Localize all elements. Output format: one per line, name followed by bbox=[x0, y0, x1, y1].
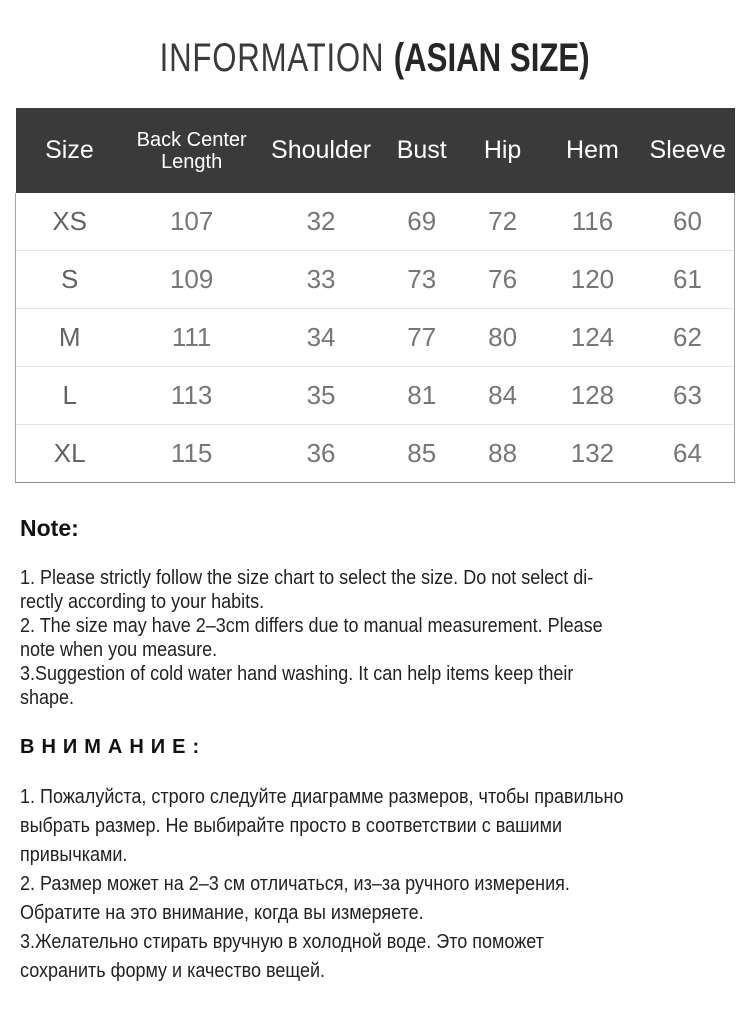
col-header-hem: Hem bbox=[544, 108, 641, 193]
cell-back-center-length: 111 bbox=[123, 309, 260, 367]
cell-shoulder: 32 bbox=[306, 206, 336, 236]
note-body-english bbox=[20, 566, 749, 710]
cell-hem: 116 bbox=[571, 206, 614, 236]
cell-bust: 73 bbox=[382, 251, 461, 309]
title-text bbox=[160, 34, 590, 82]
col-header-size: Size bbox=[16, 108, 124, 193]
note-body-russian bbox=[20, 783, 749, 986]
col-header-sleeve: Sleeve bbox=[641, 108, 735, 193]
cell-hip: 80 bbox=[461, 309, 544, 367]
page-title bbox=[0, 34, 750, 82]
cell-sleeve: 62 bbox=[641, 309, 735, 367]
cell-bust: 85 bbox=[382, 425, 461, 483]
cell-bust: 69 bbox=[407, 206, 437, 236]
cell-hem: 132 bbox=[544, 425, 641, 483]
notes-section bbox=[20, 515, 730, 986]
cell-size: L bbox=[16, 367, 124, 425]
cell-shoulder: 33 bbox=[260, 251, 382, 309]
cell-hip: 76 bbox=[461, 251, 544, 309]
table-row-xs bbox=[16, 193, 735, 251]
cell-hip: 72 bbox=[488, 206, 518, 236]
table-row-l bbox=[16, 367, 735, 425]
cell-shoulder: 35 bbox=[260, 367, 382, 425]
cell-sleeve: 64 bbox=[641, 425, 735, 483]
table-row-m bbox=[16, 309, 735, 367]
note-item-1: 1. Please strictly follow the size chart to select the size. Do not select di- rectly according to your habits. bbox=[20, 567, 594, 613]
table-row-s bbox=[16, 251, 735, 309]
cell-back-center-length: 109 bbox=[123, 251, 260, 309]
attention-item-1: 1. Пожалуйста, строго следуйте диаграмме размеров, чтобы правильно выбрать размер. Не выбирайте просто в соответствии с вашими привычками. bbox=[20, 786, 624, 866]
table-row-xl bbox=[16, 425, 735, 483]
size-chart bbox=[15, 108, 735, 483]
cell-back-center-length: 115 bbox=[123, 425, 260, 483]
cell-hem: 128 bbox=[544, 367, 641, 425]
attention-heading: ВНИМАНИЕ: bbox=[20, 736, 207, 758]
size-table bbox=[15, 108, 735, 483]
col-header-bust: Bust bbox=[382, 108, 461, 193]
header-row bbox=[16, 108, 735, 193]
size-table-header bbox=[16, 108, 735, 193]
cell-hip: 84 bbox=[461, 367, 544, 425]
cell-sleeve: 60 bbox=[641, 193, 735, 251]
note-item-2: 2. The size may have 2–3cm differs due to manual measurement. Please note when you measure. bbox=[20, 615, 603, 661]
size-table-body bbox=[16, 193, 735, 483]
cell-hip: 88 bbox=[461, 425, 544, 483]
attention-item-3: 3.Желательно стирать вручную в холодной воде. Это поможет сохранить форму и качество вещей. bbox=[20, 931, 544, 982]
cell-hem: 124 bbox=[544, 309, 641, 367]
cell-size: XL bbox=[16, 425, 124, 483]
cell-shoulder: 36 bbox=[260, 425, 382, 483]
title-information: INFORMATION bbox=[159, 36, 385, 80]
col-header-back-center-length: Back Center Length bbox=[123, 108, 260, 193]
cell-size: XS bbox=[16, 193, 124, 251]
cell-bust: 81 bbox=[382, 367, 461, 425]
cell-hem: 120 bbox=[544, 251, 641, 309]
note-item-3: 3.Suggestion of cold water hand washing. It can help items keep their shape. bbox=[20, 663, 574, 709]
cell-sleeve: 63 bbox=[641, 367, 735, 425]
col-header-hip: Hip bbox=[461, 108, 544, 193]
cell-size: M bbox=[16, 309, 124, 367]
cell-sleeve: 61 bbox=[641, 251, 735, 309]
title-asian-size: (ASIAN SIZE) bbox=[394, 36, 590, 80]
cell-back-center-length: 107 bbox=[169, 206, 214, 236]
cell-back-center-length: 113 bbox=[123, 367, 260, 425]
cell-shoulder: 34 bbox=[260, 309, 382, 367]
cell-bust: 77 bbox=[382, 309, 461, 367]
note-heading: Note: bbox=[20, 515, 79, 541]
cell-size: S bbox=[16, 251, 124, 309]
attention-item-2: 2. Размер может на 2–3 см отличаться, из–за ручного измерения. Обратите на это внимание, когда вы измеряете. bbox=[20, 873, 570, 924]
col-header-shoulder: Shoulder bbox=[260, 108, 382, 193]
